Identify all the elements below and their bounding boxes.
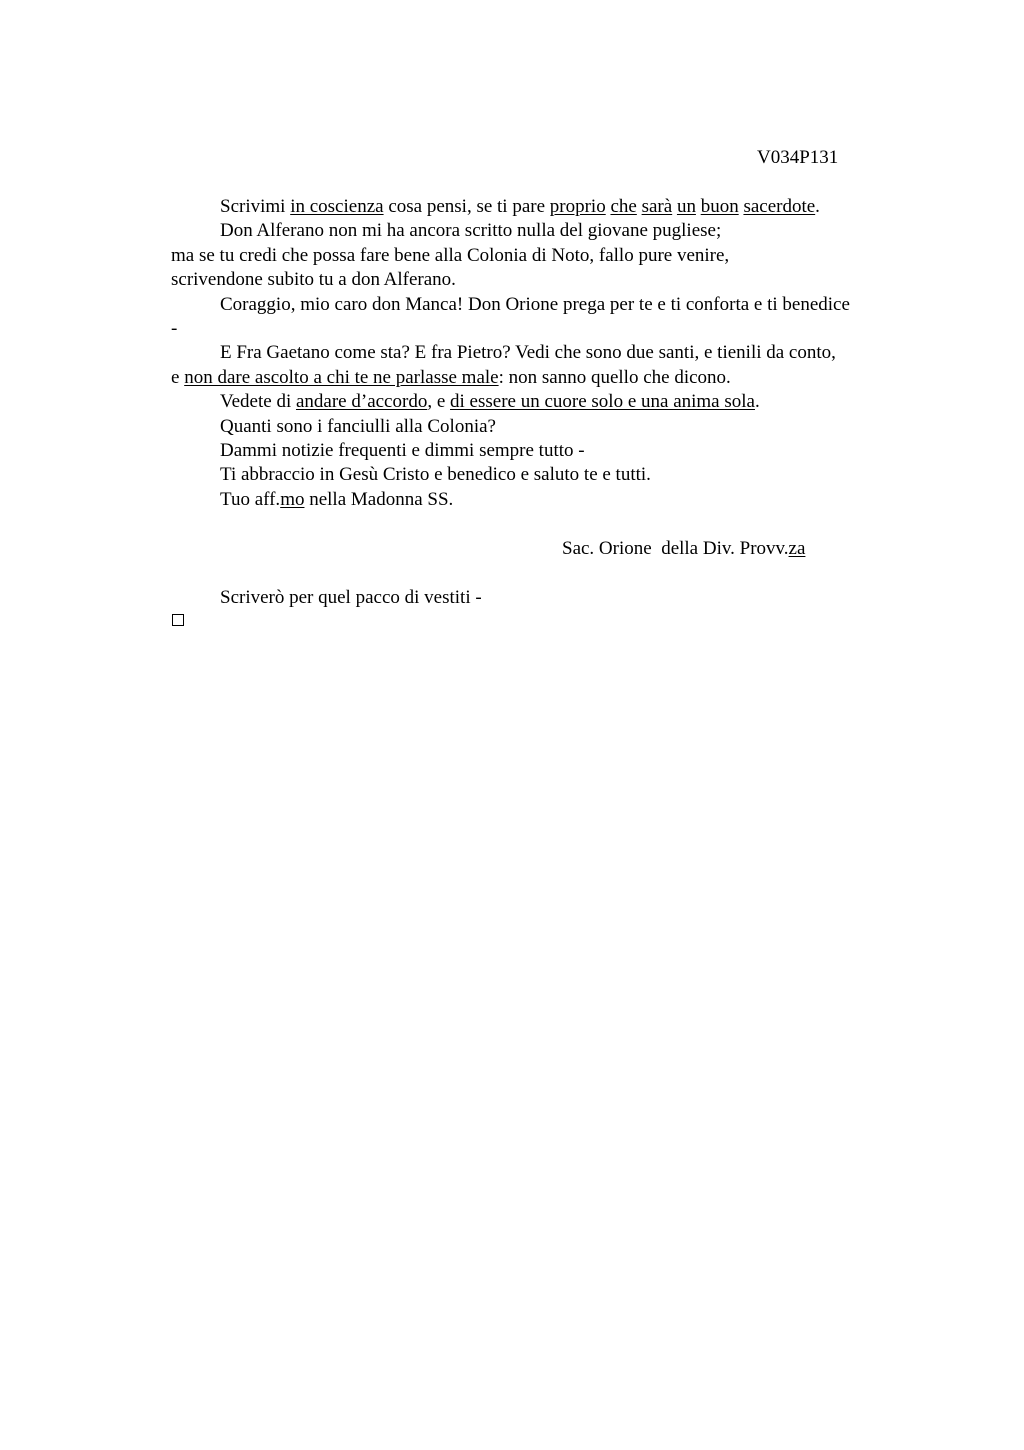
paragraph-line: ma se tu credi che possa fare bene alla Colonia di Noto, fallo pure venire, [171,244,730,266]
text-run: nella Madonna SS. [304,488,454,510]
underlined-text: in coscienza [290,196,384,217]
underlined-text: buon [700,196,739,217]
paragraph-line: - [171,317,178,339]
text-run: : non sanno quello che dicono. [498,366,731,388]
paragraph-line: Coraggio, mio caro don Manca! Don Orione prega per te e ti conforta e ti benedice [220,293,850,315]
text-run: . [754,391,760,413]
underlined-text: sarà [641,196,673,217]
paragraph-line [171,195,921,219]
text-run: Vedete di [220,391,296,413]
postscript: Scriverò per quel pacco di vestiti - [220,587,482,608]
letter-body [171,195,921,512]
paragraph-line [171,366,921,390]
underlined-text: che [610,196,637,217]
text-run: . [815,196,820,217]
signature [562,537,805,561]
text-run: e [171,366,185,388]
underlined-text: non dare ascolto a chi te ne parlasse male [184,366,499,388]
underlined-text: sacerdote [743,196,816,217]
paragraph-line: E Fra Gaetano come sta? E fra Pietro? Vedi che sono due santi, e tienili da conto, [220,342,836,364]
underlined-text: di essere un cuore solo e una anima sola [450,391,755,413]
page-identifier: V034P131 [757,147,839,168]
paragraph-line: Dammi notizie frequenti e dimmi sempre tutto - [220,439,585,461]
paragraph-line: Ti abbraccio in Gesù Cristo e benedico e saluto te e tutti. [220,464,651,486]
paragraph-line: scrivendone subito tu a don Alferano. [171,269,456,291]
text-run: , e [427,391,451,413]
text-run: cosa pensi, se ti pare [383,196,550,217]
paragraph-line [171,390,921,414]
checkbox-square-icon [172,614,184,626]
paragraph-line: Don Alferano non mi ha ancora scritto nulla del giovane pugliese; [220,220,722,242]
signature-text: Sac. Orione della Div. Provv. [562,538,789,559]
text-run: Tuo aff. [220,488,281,510]
underlined-text: proprio [549,196,606,217]
paragraph-line: Quanti sono i fanciulli alla Colonia? [220,415,496,437]
text-run: Scrivimi [220,196,291,217]
underlined-text: un [676,196,696,217]
signature-abbreviation: za [788,538,806,559]
underlined-text: andare d’accordo [295,391,428,413]
paragraph-line [171,488,921,512]
underlined-text: mo [280,488,305,510]
